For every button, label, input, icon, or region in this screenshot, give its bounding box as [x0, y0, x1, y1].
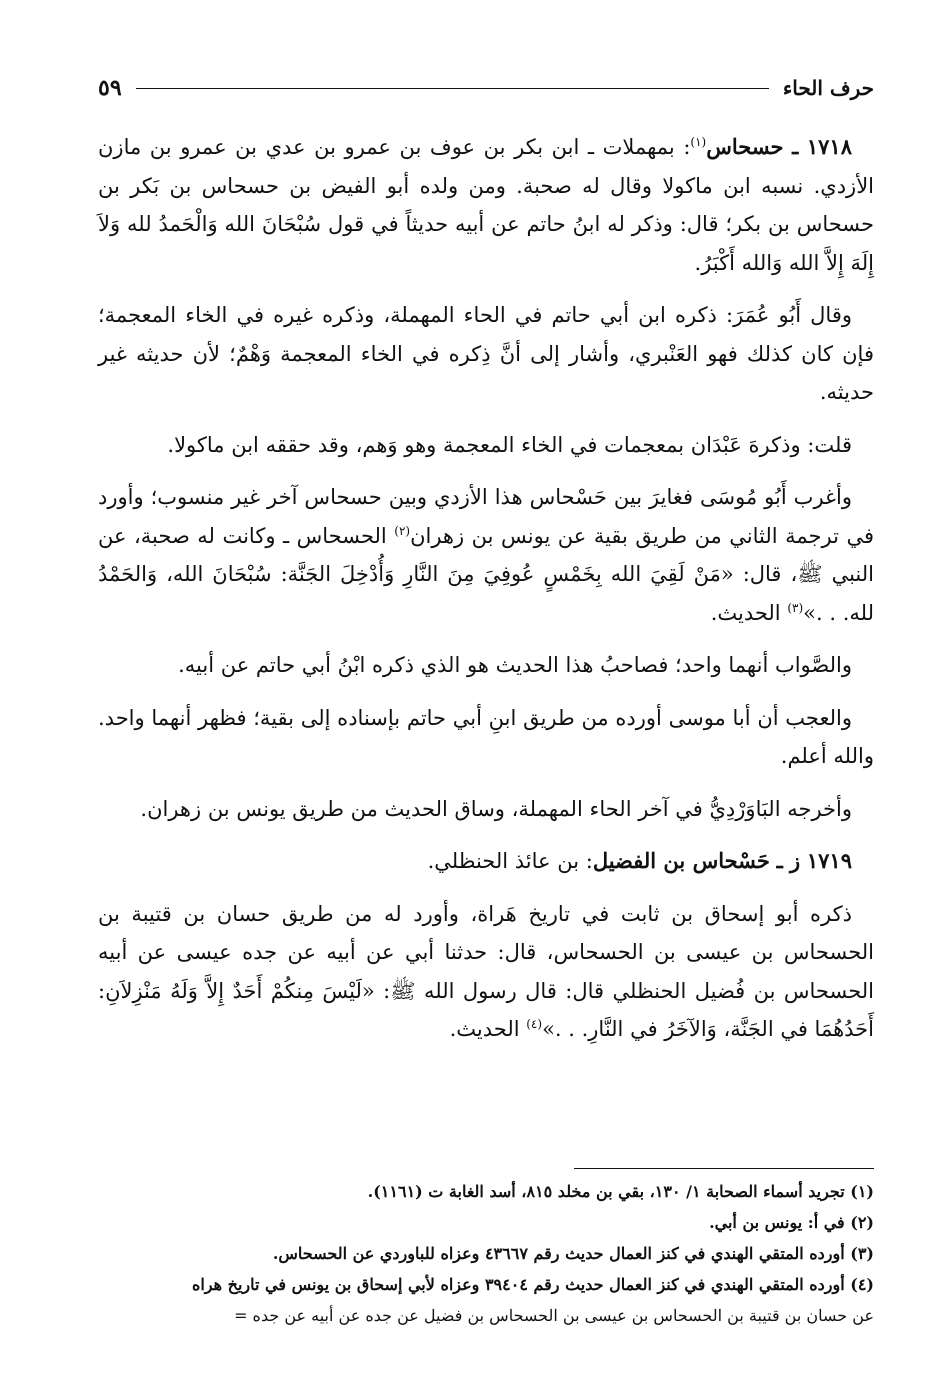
page-number: ٥٩: [98, 75, 122, 101]
paragraph-text: وأغرب أَبُو مُوسَى فغايرَ بين حَسْحاس هذا الأزدي وبين حسحاس آخر غير منسوب؛ وأورد في ترجمة الثاني من طريق بقية عن يونس بن زهران: [98, 485, 874, 548]
paragraph: وأخرجه البَاوَرْدِيُّ في آخر الحاء المهملة، وساق الحديث من طريق يونس بن زهران.: [140, 796, 852, 821]
running-title: حرف الحاء: [782, 76, 874, 100]
entry-text: : بمهملات ـ ابن بكر بن عوف بن عمرو بن عدي بن عمرو بن مازن الأزدي. نسبه ابن ماكولا وقال له صحبة. ومن ولده أبو الفيض بن حسحاس بن بَكر بن حسحاس بن بكر؛ قال: وذكر له ابنُ حاتم عن أبيه حديثاً في قول سُبْحَانَ الله وَالْحَمدُ لله وَلاَ إِلَهَ إِلاَّ الله وَالله أَكْبَرُ.: [98, 135, 875, 275]
entry-1718: [98, 128, 874, 282]
entry-name: حسحاس: [706, 134, 784, 159]
paragraph: قلت: وذكرهَ عَبْدَان بمعجمات في الخاء المعجمة وهو وَهم، وقد حققه ابن ماكولا.: [167, 432, 852, 457]
paragraph: [98, 478, 874, 632]
footnote-ref[interactable]: (٢): [394, 523, 411, 538]
paragraph-text: الحديث.: [710, 600, 788, 625]
footnotes: [90, 1176, 874, 1331]
entry-number: ١٧١٨: [806, 134, 852, 159]
paragraph-text: الحسحاس ـ وكانت له صحبة، عن النبي ﷺ، قال: «مَنْ لَقِيَ الله بِخَمْسٍ عُوفِيَ مِنَ النَّارِ وَأُدْخِلَ الجَنَّة: سُبْحَانَ الله، وَالحَمْدُ لله. . .»: [98, 523, 874, 625]
entry-number: ١٧١٩: [806, 848, 852, 873]
footnote-ref[interactable]: (١): [690, 135, 707, 149]
paragraph: [98, 895, 874, 1049]
footnote-continuation: عن حسان بن قتيبة بن الحسحاس بن عيسى بن الحسحاس بن فضيل عن جده عن أبيه عن جده =: [234, 1306, 874, 1325]
header-rule: [136, 88, 769, 89]
footnote: (٣) أورده المتقي الهندي في كنز العمال حديث رقم ٤٣٦٦٧ وعزاه للباوردي عن الحسحاس.: [272, 1244, 874, 1263]
entry-text: : بن عائذ الحنظلي.: [427, 849, 593, 873]
footnote: (٢) في أ: يونس بن أبي.: [709, 1213, 874, 1232]
page-header: [98, 68, 874, 108]
paragraph: وقال أَبُو عُمَرَ: ذكره ابن أبي حاتم في الحاء المهملة، وذكره غيره في الخاء المعجمة؛ فإن كان كذلك فهو العَنْبري، وأشار إلى أنَّ ذِكره في الخاء المعجمة وَهْمٌ؛ لأن حديثه غير حديثه.: [98, 303, 874, 404]
paragraph-text: الحديث.: [449, 1017, 527, 1041]
main-text: [98, 128, 874, 1063]
footnote-ref[interactable]: (٤): [526, 1017, 543, 1031]
footnote-ref[interactable]: (٣): [787, 600, 804, 615]
footnote-rule: [574, 1168, 874, 1169]
footnote: (١) تجريد أسماء الصحابة ١/ ١٣٠، بقي بن مخلد ٨١٥، أسد الغابة ت (١١٦١).: [367, 1182, 874, 1201]
paragraph: والعجب أن أبا موسى أورده من طريق ابنِ أبي حاتم بإسناده إلى بقية؛ فظهر أنهما واحد. والله أعلم.: [98, 705, 874, 768]
entry-name: حَسْحاس بن الفضيل: [592, 848, 770, 873]
entry-separator: ز ـ: [776, 848, 801, 873]
entry-1719: [98, 842, 874, 881]
paragraph: والصَّواب أنهما واحد؛ فصاحبُ هذا الحديث هو الذي ذكره ابْنُ أبي حاتم عن أبيه.: [178, 653, 852, 677]
paragraph-text: ذكره أبو إسحاق بن ثابت في تاريخ هَراة، وأورد له من طريق حسان بن قتيبة بن الحسحاس بن عيسى بن الحسحاس، قال: حدثنا أبي عن أبيه عن جده عيسى عن أبيه الحسحاس بن فُضيل الحنظلي قال: قال رسول الله ﷺ: «لَيْسَ مِنكُمْ أَحَدٌ إِلاَّ وَلَهُ مَنْزِلاَنِ: أَحَدُهُمَا في الجَنَّة، وَالآخَرُ في النَّارِ. . .»: [98, 901, 874, 1041]
footnote: (٤) أورده المتقي الهندي في كنز العمال حديث رقم ٣٩٤٠٤ وعزاه لأبي إسحاق بن يونس في تاريخ هراه: [191, 1275, 874, 1294]
entry-separator: ـ: [792, 134, 799, 159]
